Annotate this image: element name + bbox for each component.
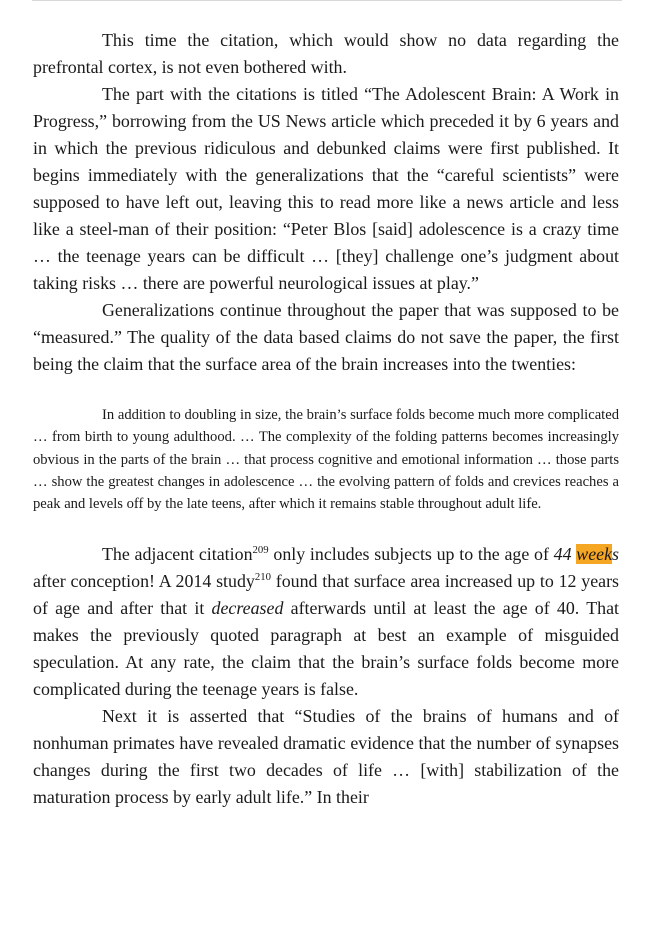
paragraph-5: Next it is asserted that “Studies of the brains of humans and of nonhuman primates have revealed dramatic evidence that the number of synapses changes during the first two decades of life … [with] stabilization of the maturation process by early adult life.” In their bbox=[33, 706, 619, 808]
citation-210: 210 bbox=[254, 571, 271, 584]
body-text bbox=[33, 27, 619, 811]
block-quote bbox=[33, 404, 619, 515]
quote-text: In addition to doubling in size, the brain’s surface folds become much more complicated … from birth to young adulthood. … The complexity of the folding patterns becomes increasingly obvious in the parts of the brain … that process cognitive and emotional information … those parts … show the greatest changes in adolescence … the evolving pattern of folds and crevices reaches a peak and levels off by the late teens, after which it remains stable throughout adult life. bbox=[33, 407, 619, 513]
paragraph-4 bbox=[33, 541, 619, 703]
p4-text-3: after conception! A 2014 study bbox=[33, 571, 255, 592]
p4-text-4: found that surface area increased up to 12 years of age and after that it bbox=[33, 571, 620, 619]
citation-209: 209 bbox=[252, 544, 269, 557]
age-number: 44 bbox=[553, 544, 577, 565]
p4-text-1: The adjacent citation bbox=[102, 544, 253, 565]
paragraph-2: The part with the citations is titled “The Adolescent Brain: A Work in Progress,” borrowing from the US News article which preceded it by 6 years and in which the previous ridiculous and debunked claims were first published. It begins immediately with the generalizations that the “careful scientists” were supposed to have left out, leaving this to read more like a news article and less like a steel-man of their position: “Peter Blos [said] adolescence is a crazy time … the teenage years can be difficult … [they] challenge one’s judgment about taking risks … there are powerful neurological issues at play.” bbox=[33, 84, 619, 293]
p4-text-2: only includes subjects up to the age of bbox=[268, 544, 554, 565]
highlighted-word[interactable]: week bbox=[576, 544, 613, 565]
decreased-word: decreased bbox=[211, 598, 284, 619]
top-divider bbox=[32, 0, 622, 1]
weeks-suffix: s bbox=[612, 544, 619, 565]
paragraph-3: Generalizations continue throughout the paper that was supposed to be “measured.” The quality of the data based claims do not save the paper, the first being the claim that the surface area of the brain increases into the twenties: bbox=[33, 300, 619, 374]
age-weeks bbox=[554, 544, 619, 564]
p4-text-5: afterwards until at least the age of 40. That makes the previously quoted paragraph at best an example of misguided speculation. At any rate, the claim that the brain’s surface folds become more complicated during the teenage years is false. bbox=[33, 598, 619, 700]
paragraph-1: This time the citation, which would show no data regarding the prefrontal cortex, is not even bothered with. bbox=[33, 30, 619, 77]
